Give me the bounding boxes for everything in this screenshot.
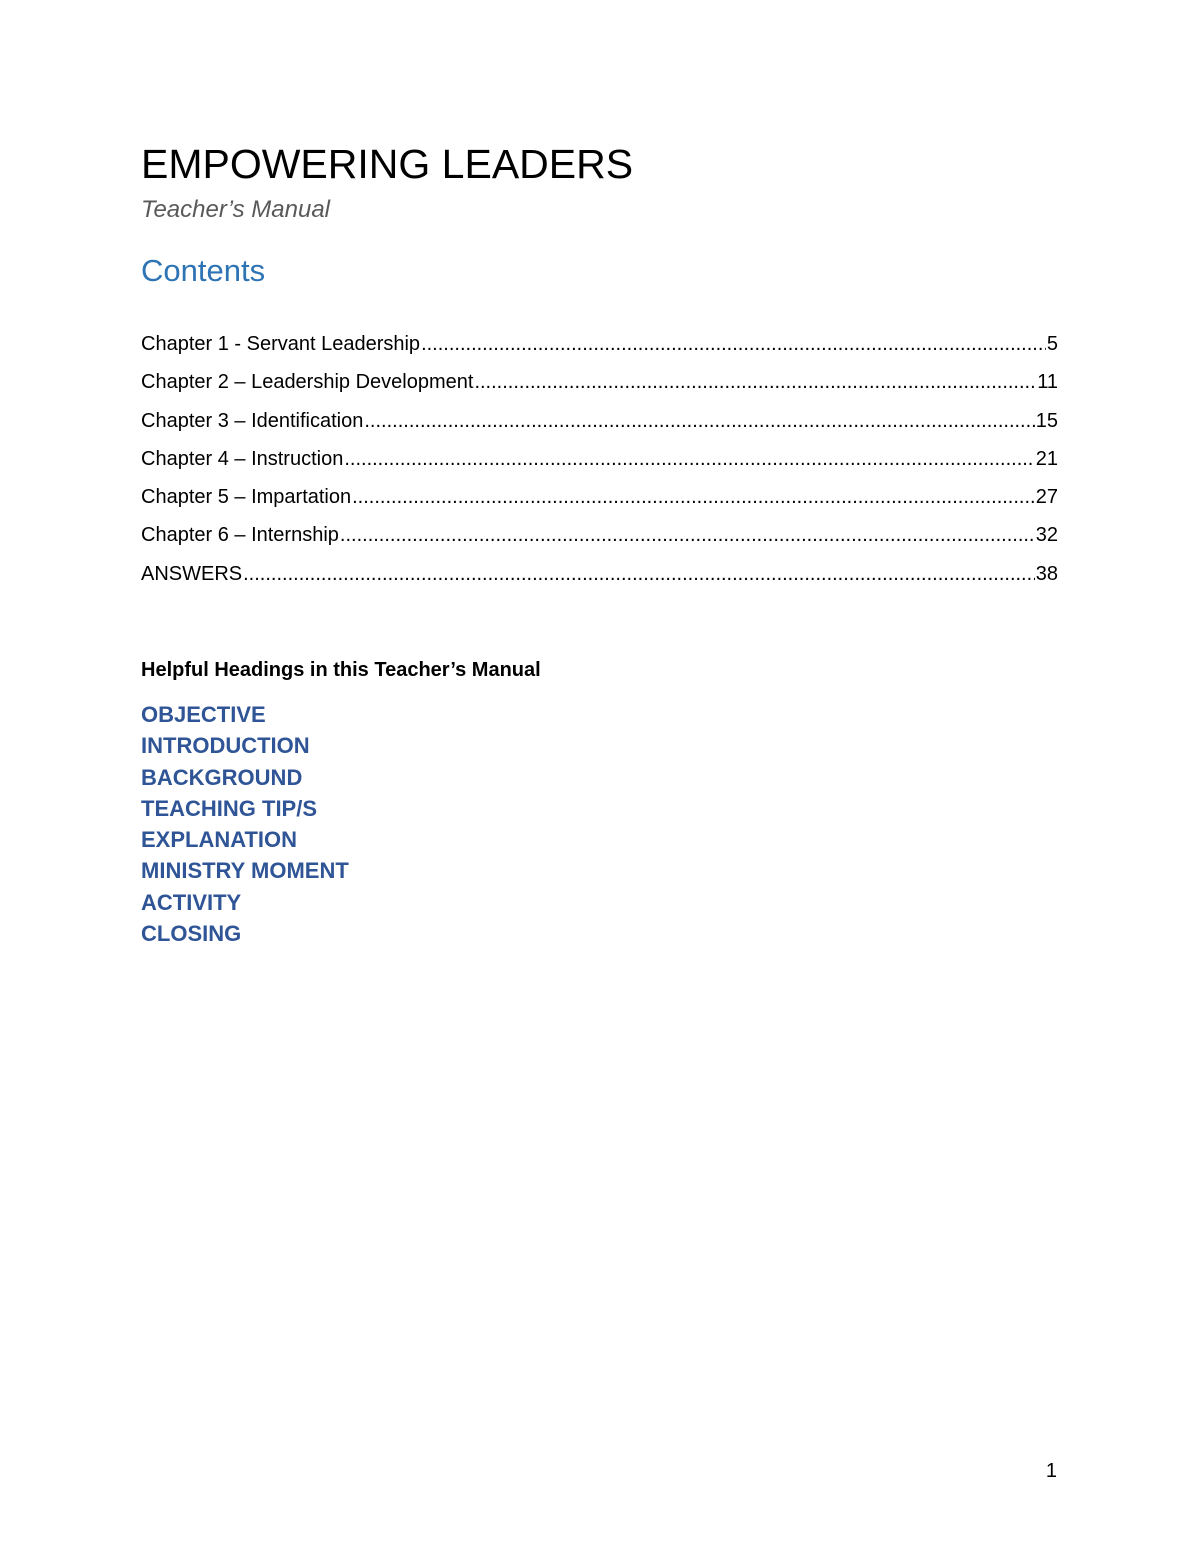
toc-entry-label: Chapter 5 – Impartation <box>141 486 352 509</box>
toc-entry-label: Chapter 2 – Leadership Development <box>141 371 474 394</box>
toc-entry-chapter-3[interactable] <box>141 407 1058 445</box>
toc-entry-label: ANSWERS <box>141 562 243 585</box>
toc-leader-dots <box>352 483 1035 511</box>
helpful-heading-objective: OBJECTIVE <box>141 702 266 727</box>
toc-entry-page: 32 <box>1035 524 1058 547</box>
contents-heading: Contents <box>141 253 266 288</box>
toc-entry-label: Chapter 6 – Internship <box>141 524 339 547</box>
helpful-heading-teaching-tips: TEACHING TIP/S <box>141 795 318 821</box>
toc-leader-dots <box>344 445 1034 473</box>
toc-entry-page: 27 <box>1035 486 1058 509</box>
toc-leader-dots <box>340 521 1035 549</box>
toc-entry-page: 21 <box>1035 447 1058 470</box>
helpful-heading-explanation: EXPLANATION <box>141 827 298 853</box>
helpful-heading-ministry-moment: MINISTRY MOMENT <box>141 858 349 884</box>
toc-entry-chapter-5[interactable] <box>141 483 1058 521</box>
toc-entry-chapter-2[interactable] <box>141 368 1058 406</box>
toc-entry-chapter-6[interactable] <box>141 521 1058 559</box>
helpful-headings-list <box>141 700 349 950</box>
toc-entry-page: 11 <box>1037 371 1058 394</box>
toc-entry-chapter-4[interactable] <box>141 445 1058 483</box>
helpful-headings-title: Helpful Headings in this Teacher’s Manual <box>141 659 541 681</box>
toc-entry-chapter-1[interactable] <box>141 330 1058 368</box>
toc-leader-dots <box>421 330 1046 358</box>
document-title: EMPOWERING LEADERS <box>141 141 634 187</box>
toc-entry-page: 38 <box>1035 562 1058 585</box>
toc-leader-dots <box>474 368 1036 396</box>
toc-entry-page: 15 <box>1035 409 1058 432</box>
document-subtitle: Teacher’s Manual <box>141 196 331 223</box>
toc-leader-dots <box>364 407 1034 435</box>
toc-entry-label: Chapter 1 - Servant Leadership <box>141 333 421 355</box>
toc-leader-dots <box>243 560 1035 588</box>
toc-entry-label: Chapter 3 – Identification <box>141 409 364 432</box>
table-of-contents <box>141 330 1058 598</box>
toc-entry-page: 5 <box>1046 333 1058 355</box>
helpful-heading-introduction: INTRODUCTION <box>141 733 310 759</box>
helpful-heading-background: BACKGROUND <box>141 764 303 790</box>
helpful-heading-activity: ACTIVITY <box>141 889 242 915</box>
helpful-heading-closing: CLOSING <box>141 921 242 947</box>
page-number: 1 <box>1045 1460 1057 1482</box>
toc-entry-label: Chapter 4 – Instruction <box>141 447 344 470</box>
toc-entry-answers[interactable] <box>141 560 1058 598</box>
